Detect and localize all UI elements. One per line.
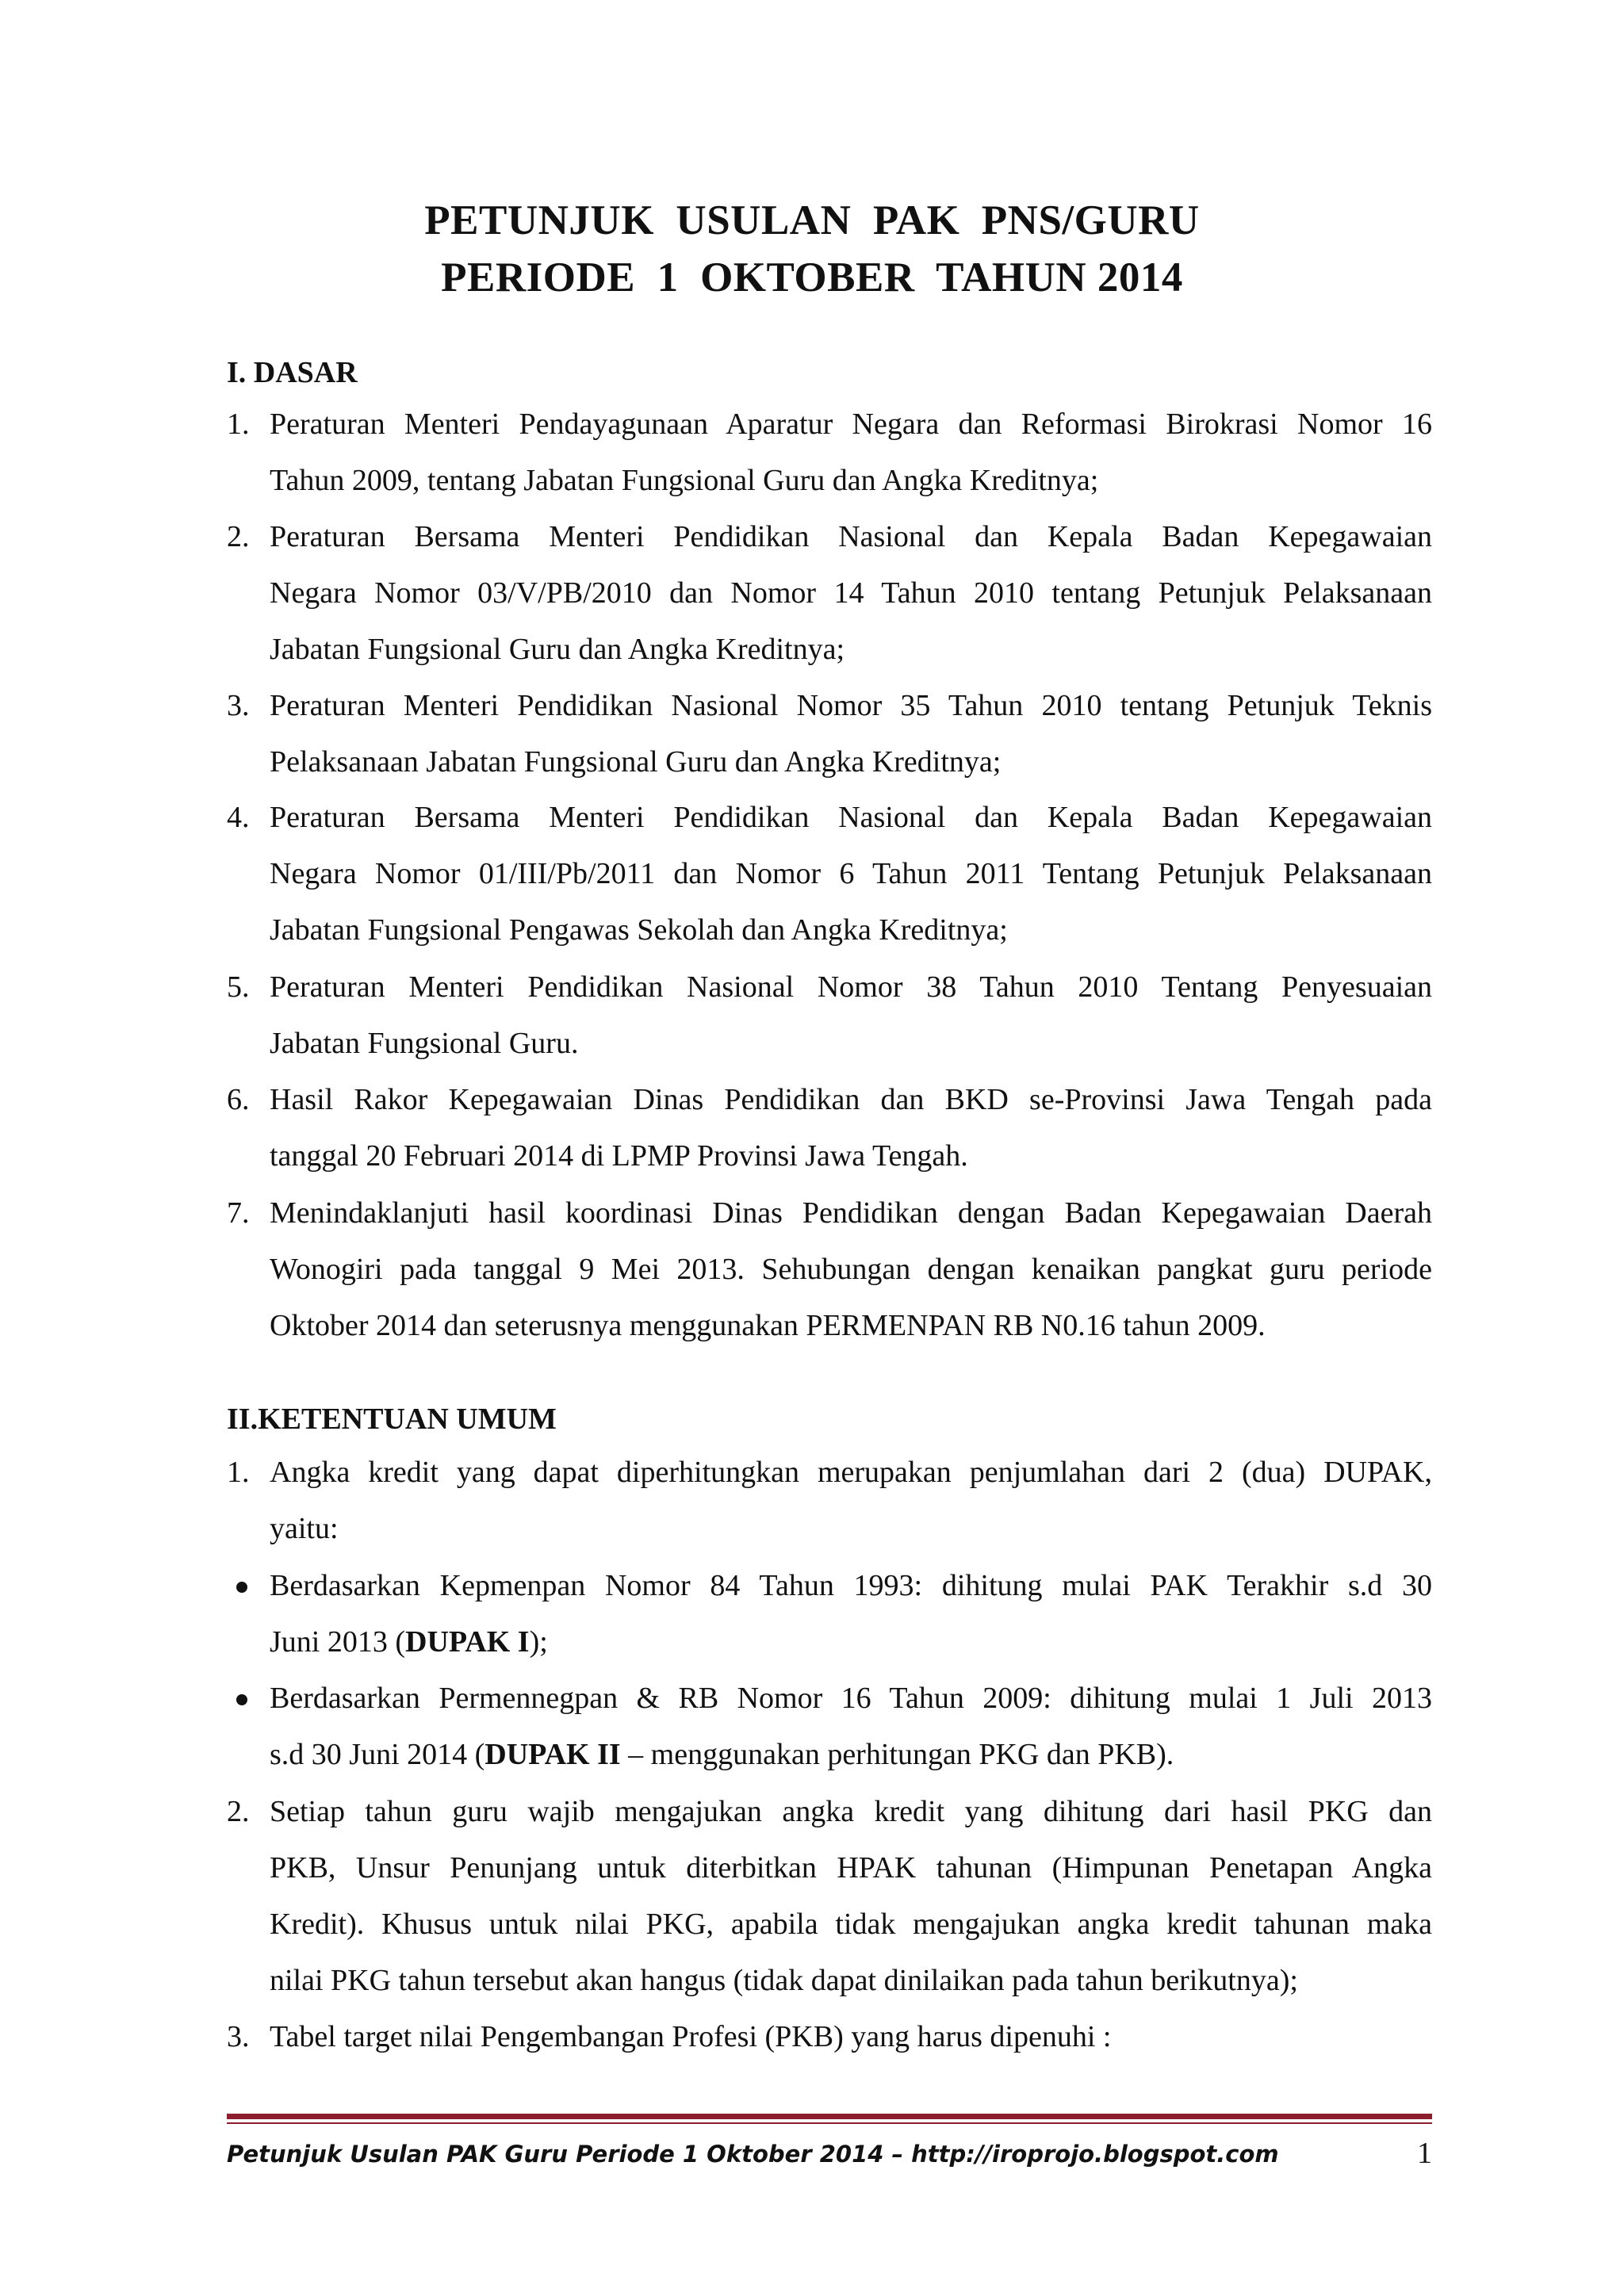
- bullet-icon: [236, 1694, 247, 1705]
- text-run: – menggunakan perhitungan PKG dan PKB).: [620, 1738, 1174, 1771]
- text-run: );: [529, 1625, 548, 1659]
- list-number: 3.: [227, 689, 250, 722]
- text-line: nilai PKG tahun tersebut akan hangus (tidak dapat dinilaikan pada tahun berikutnya);: [270, 1964, 1298, 1997]
- list-number: 7.: [227, 1196, 250, 1230]
- text-line: yaitu:: [270, 1512, 339, 1545]
- text-line: Hasil Rakor Kepegawaian Dinas Pendidikan dan BKD se-Provinsi Jawa Tengah pada: [270, 1083, 1432, 1116]
- text-line: [270, 1727, 1432, 1783]
- text-line: Peraturan Menteri Pendayagunaan Aparatur Negara dan Reformasi Birokrasi Nomor 16: [270, 408, 1432, 441]
- section-heading-ketentuan-umum: II.KETENTUAN UMUM: [227, 1402, 557, 1436]
- text-run: s.d 30 Juni 2014 (: [270, 1738, 485, 1771]
- footer-text: Petunjuk Usulan PAK Guru Periode 1 Oktober 2014 – http://iroprojo.blogspot.com: [227, 2141, 1279, 2168]
- text-line: Peraturan Bersama Menteri Pendidikan Nasional dan Kepala Badan Kepegawaian: [270, 520, 1432, 553]
- list-item-text: [270, 1670, 1432, 1783]
- dupak-label: DUPAK I: [405, 1625, 530, 1659]
- text-line: Negara Nomor 03/V/PB/2010 dan Nomor 14 Tahun 2010 tentang Petunjuk Pelaksanaan: [270, 576, 1432, 610]
- text-line: Peraturan Bersama Menteri Pendidikan Nasional dan Kepala Badan Kepegawaian: [270, 801, 1432, 834]
- text-line: Berdasarkan Kepmenpan Nomor 84 Tahun 1993: dihitung mulai PAK Terakhir s.d 30: [270, 1569, 1432, 1602]
- text-line: Angka kredit yang dapat diperhitungkan merupakan penjumlahan dari 2 (dua) DUPAK,: [270, 1456, 1432, 1489]
- list-item-text: [270, 959, 1432, 1072]
- text-line: Berdasarkan Permennegpan & RB Nomor 16 Tahun 2009: dihitung mulai 1 Juli 2013: [270, 1682, 1432, 1715]
- text-line: Jabatan Fungsional Guru.: [270, 1027, 579, 1060]
- list-number: 2.: [227, 1795, 250, 1828]
- list-item-text: [270, 1445, 1432, 1557]
- document-title-line-1: PETUNJUK USULAN PAK PNS/GURU: [424, 197, 1200, 243]
- text-line: Tahun 2009, tentang Jabatan Fungsional Guru dan Angka Kreditnya;: [270, 464, 1099, 497]
- footer-rule-thin: [227, 2122, 1432, 2124]
- list-number: 4.: [227, 801, 250, 834]
- text-line: Pelaksanaan Jabatan Fungsional Guru dan Angka Kreditnya;: [270, 745, 1002, 779]
- text-line: Peraturan Menteri Pendidikan Nasional Nomor 35 Tahun 2010 tentang Petunjuk Teknis: [270, 689, 1432, 722]
- document-title-line-2: PERIODE 1 OKTOBER TAHUN 2014: [441, 254, 1183, 300]
- list-number: 1.: [227, 408, 250, 441]
- text-line: Negara Nomor 01/III/Pb/2011 dan Nomor 6 Tahun 2011 Tentang Petunjuk Pelaksanaan: [270, 857, 1432, 890]
- list-item-text: [270, 678, 1432, 790]
- text-line: Oktober 2014 dan seterusnya menggunakan PERMENPAN RB N0.16 tahun 2009.: [270, 1309, 1266, 1342]
- list-item-text: [270, 396, 1432, 509]
- list-number: 2.: [227, 520, 250, 553]
- page-number: 1: [1417, 2137, 1432, 2170]
- text-line: PKB, Unsur Penunjang untuk diterbitkan HPAK tahunan (Himpunan Penetapan Angka: [270, 1851, 1432, 1885]
- list-item-text: [270, 1185, 1432, 1354]
- text-line: Jabatan Fungsional Guru dan Angka Kreditnya;: [270, 633, 845, 666]
- text-line: Tabel target nilai Pengembangan Profesi (PKB) yang harus dipenuhi :: [270, 2020, 1112, 2053]
- list-number: 6.: [227, 1083, 250, 1116]
- list-item-text: [270, 1784, 1432, 2009]
- text-run: Juni 2013 (: [270, 1625, 405, 1659]
- list-number: 5.: [227, 970, 250, 1004]
- text-line: [270, 1614, 1432, 1670]
- bullet-icon: [236, 1582, 247, 1593]
- list-number: 3.: [227, 2020, 250, 2053]
- text-line: Peraturan Menteri Pendidikan Nasional Nomor 38 Tahun 2010 Tentang Penyesuaian: [270, 970, 1432, 1004]
- footer-rule: [227, 2114, 1432, 2119]
- text-line: Jabatan Fungsional Pengawas Sekolah dan Angka Kreditnya;: [270, 913, 1008, 947]
- list-item-text: [270, 790, 1432, 959]
- text-line: Wonogiri pada tanggal 9 Mei 2013. Sehubungan dengan kenaikan pangkat guru periode: [270, 1253, 1432, 1286]
- list-item-text: [270, 1072, 1432, 1184]
- dupak-label: DUPAK II: [485, 1738, 621, 1771]
- list-item-text: [270, 1558, 1432, 1670]
- list-number: 1.: [227, 1456, 250, 1489]
- text-line: Setiap tahun guru wajib mengajukan angka kredit yang dihitung dari hasil PKG dan: [270, 1795, 1432, 1828]
- section-heading-dasar: I. DASAR: [227, 356, 358, 389]
- text-line: Kredit). Khusus untuk nilai PKG, apabila tidak mengajukan angka kredit tahunan maka: [270, 1908, 1432, 1941]
- text-line: tanggal 20 Februari 2014 di LPMP Provinsi Jawa Tengah.: [270, 1139, 968, 1173]
- list-item-text: [270, 509, 1432, 678]
- text-line: Menindaklanjuti hasil koordinasi Dinas Pendidikan dengan Badan Kepegawaian Daerah: [270, 1196, 1432, 1230]
- list-item-text: [270, 2009, 1432, 2065]
